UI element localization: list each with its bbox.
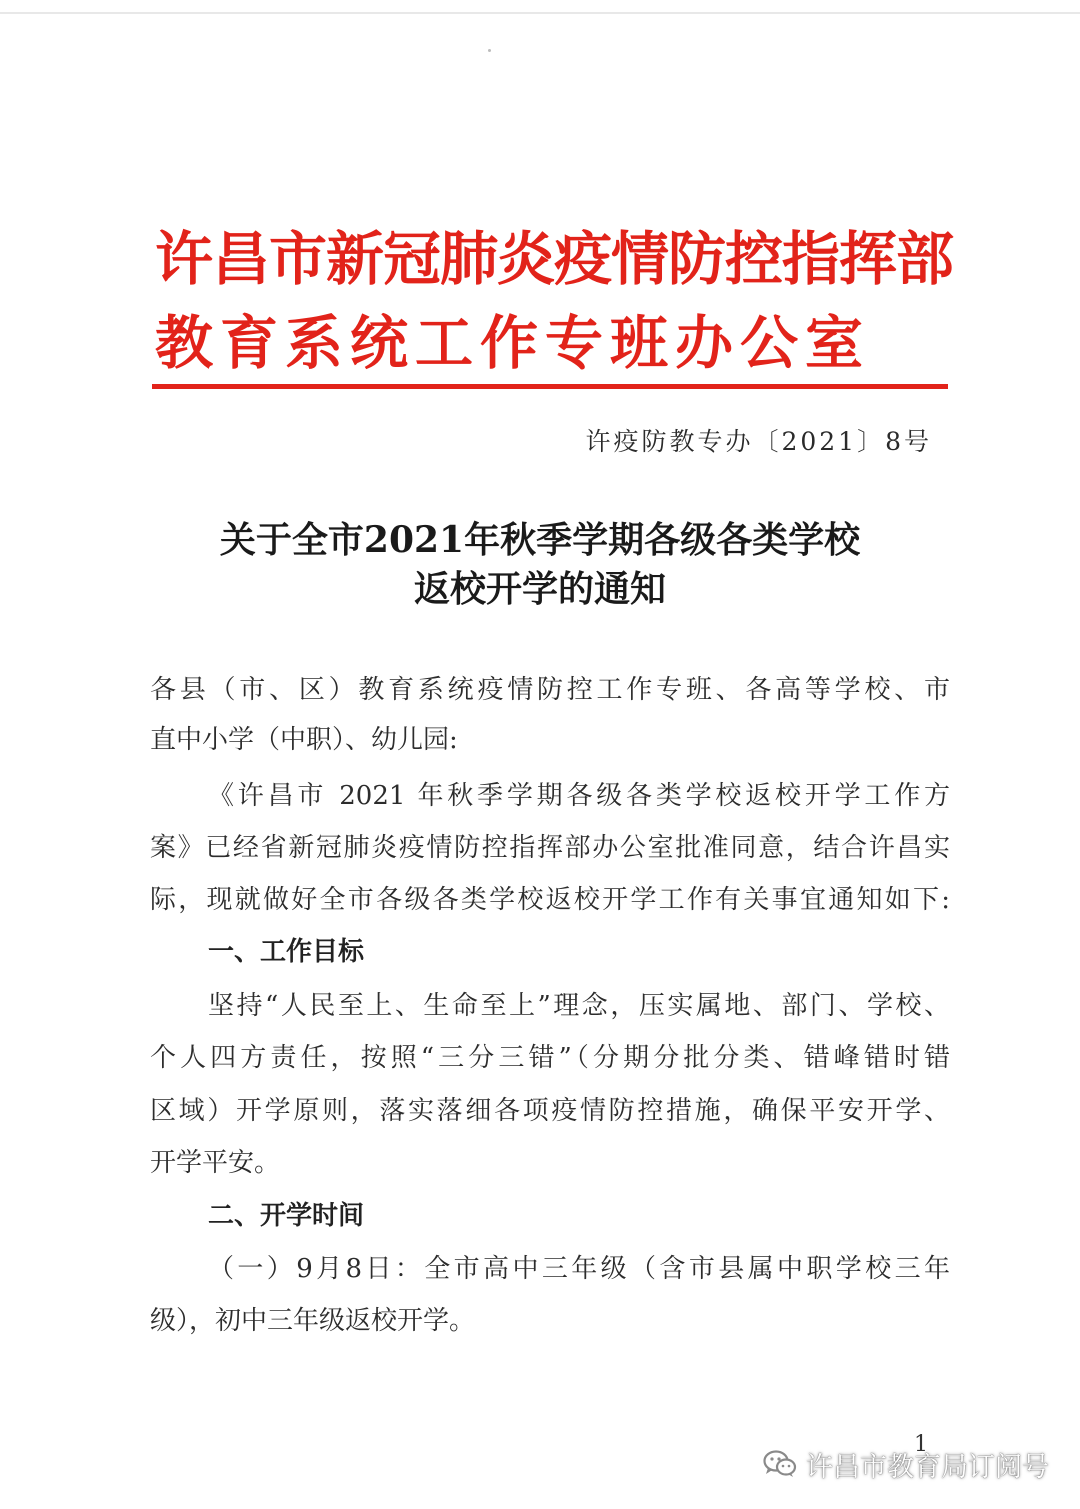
body-line: 各县（市、区）教育系统疫情防控工作专班、各高等学校、市 xyxy=(150,675,950,705)
wechat-watermark xyxy=(762,1446,1049,1482)
header-org-line2: 教育系统工作专班办公室 xyxy=(155,309,871,377)
body-line: 级），初中三年级返校开学。 xyxy=(150,1306,476,1336)
body-line: 区域）开学原则，落实落细各项疫情防控措施，确保平安开学、 xyxy=(150,1096,950,1126)
page-number: 1 xyxy=(914,1432,928,1457)
body-line: 开学平安。 xyxy=(150,1148,281,1178)
document-number: 许疫防教专办〔2021〕8号 xyxy=(585,427,932,456)
red-divider xyxy=(152,384,948,389)
body-line: 案》已经省新冠肺炎疫情防控指挥部办公室批准同意，结合许昌实 xyxy=(150,833,950,863)
body-line: 际，现就做好全市各级各类学校返校开学工作有关事宜通知如下: xyxy=(150,885,950,915)
scan-speck xyxy=(488,49,491,52)
wechat-icon xyxy=(762,1448,798,1480)
document-title-line1: 关于全市2021年秋季学期各级各类学校 xyxy=(219,519,861,561)
body-line: 《许昌市 2021 年秋季学期各级各类学校返校开学工作方 xyxy=(208,781,950,811)
section-heading: 一、工作目标 xyxy=(208,937,365,967)
page-top-edge xyxy=(0,12,1080,14)
header-org-line1: 许昌市新冠肺炎疫情防控指挥部 xyxy=(155,225,954,293)
document-title-line2: 返校开学的通知 xyxy=(413,568,666,610)
section-heading: 二、开学时间 xyxy=(208,1201,365,1231)
body-line: 坚持“人民至上、生命至上”理念，压实属地、部门、学校、 xyxy=(208,991,950,1021)
body-line: （一）9月8日：全市高中三年级（含市县属中职学校三年 xyxy=(208,1254,950,1284)
body-line: 个人四方责任，按照“三分三错”（分期分批分类、错峰错时错 xyxy=(150,1043,950,1073)
watermark-text: 许昌市教育局订阅号 xyxy=(806,1451,1049,1483)
body-line: 直中小学（中职）、幼儿园: xyxy=(150,725,458,755)
